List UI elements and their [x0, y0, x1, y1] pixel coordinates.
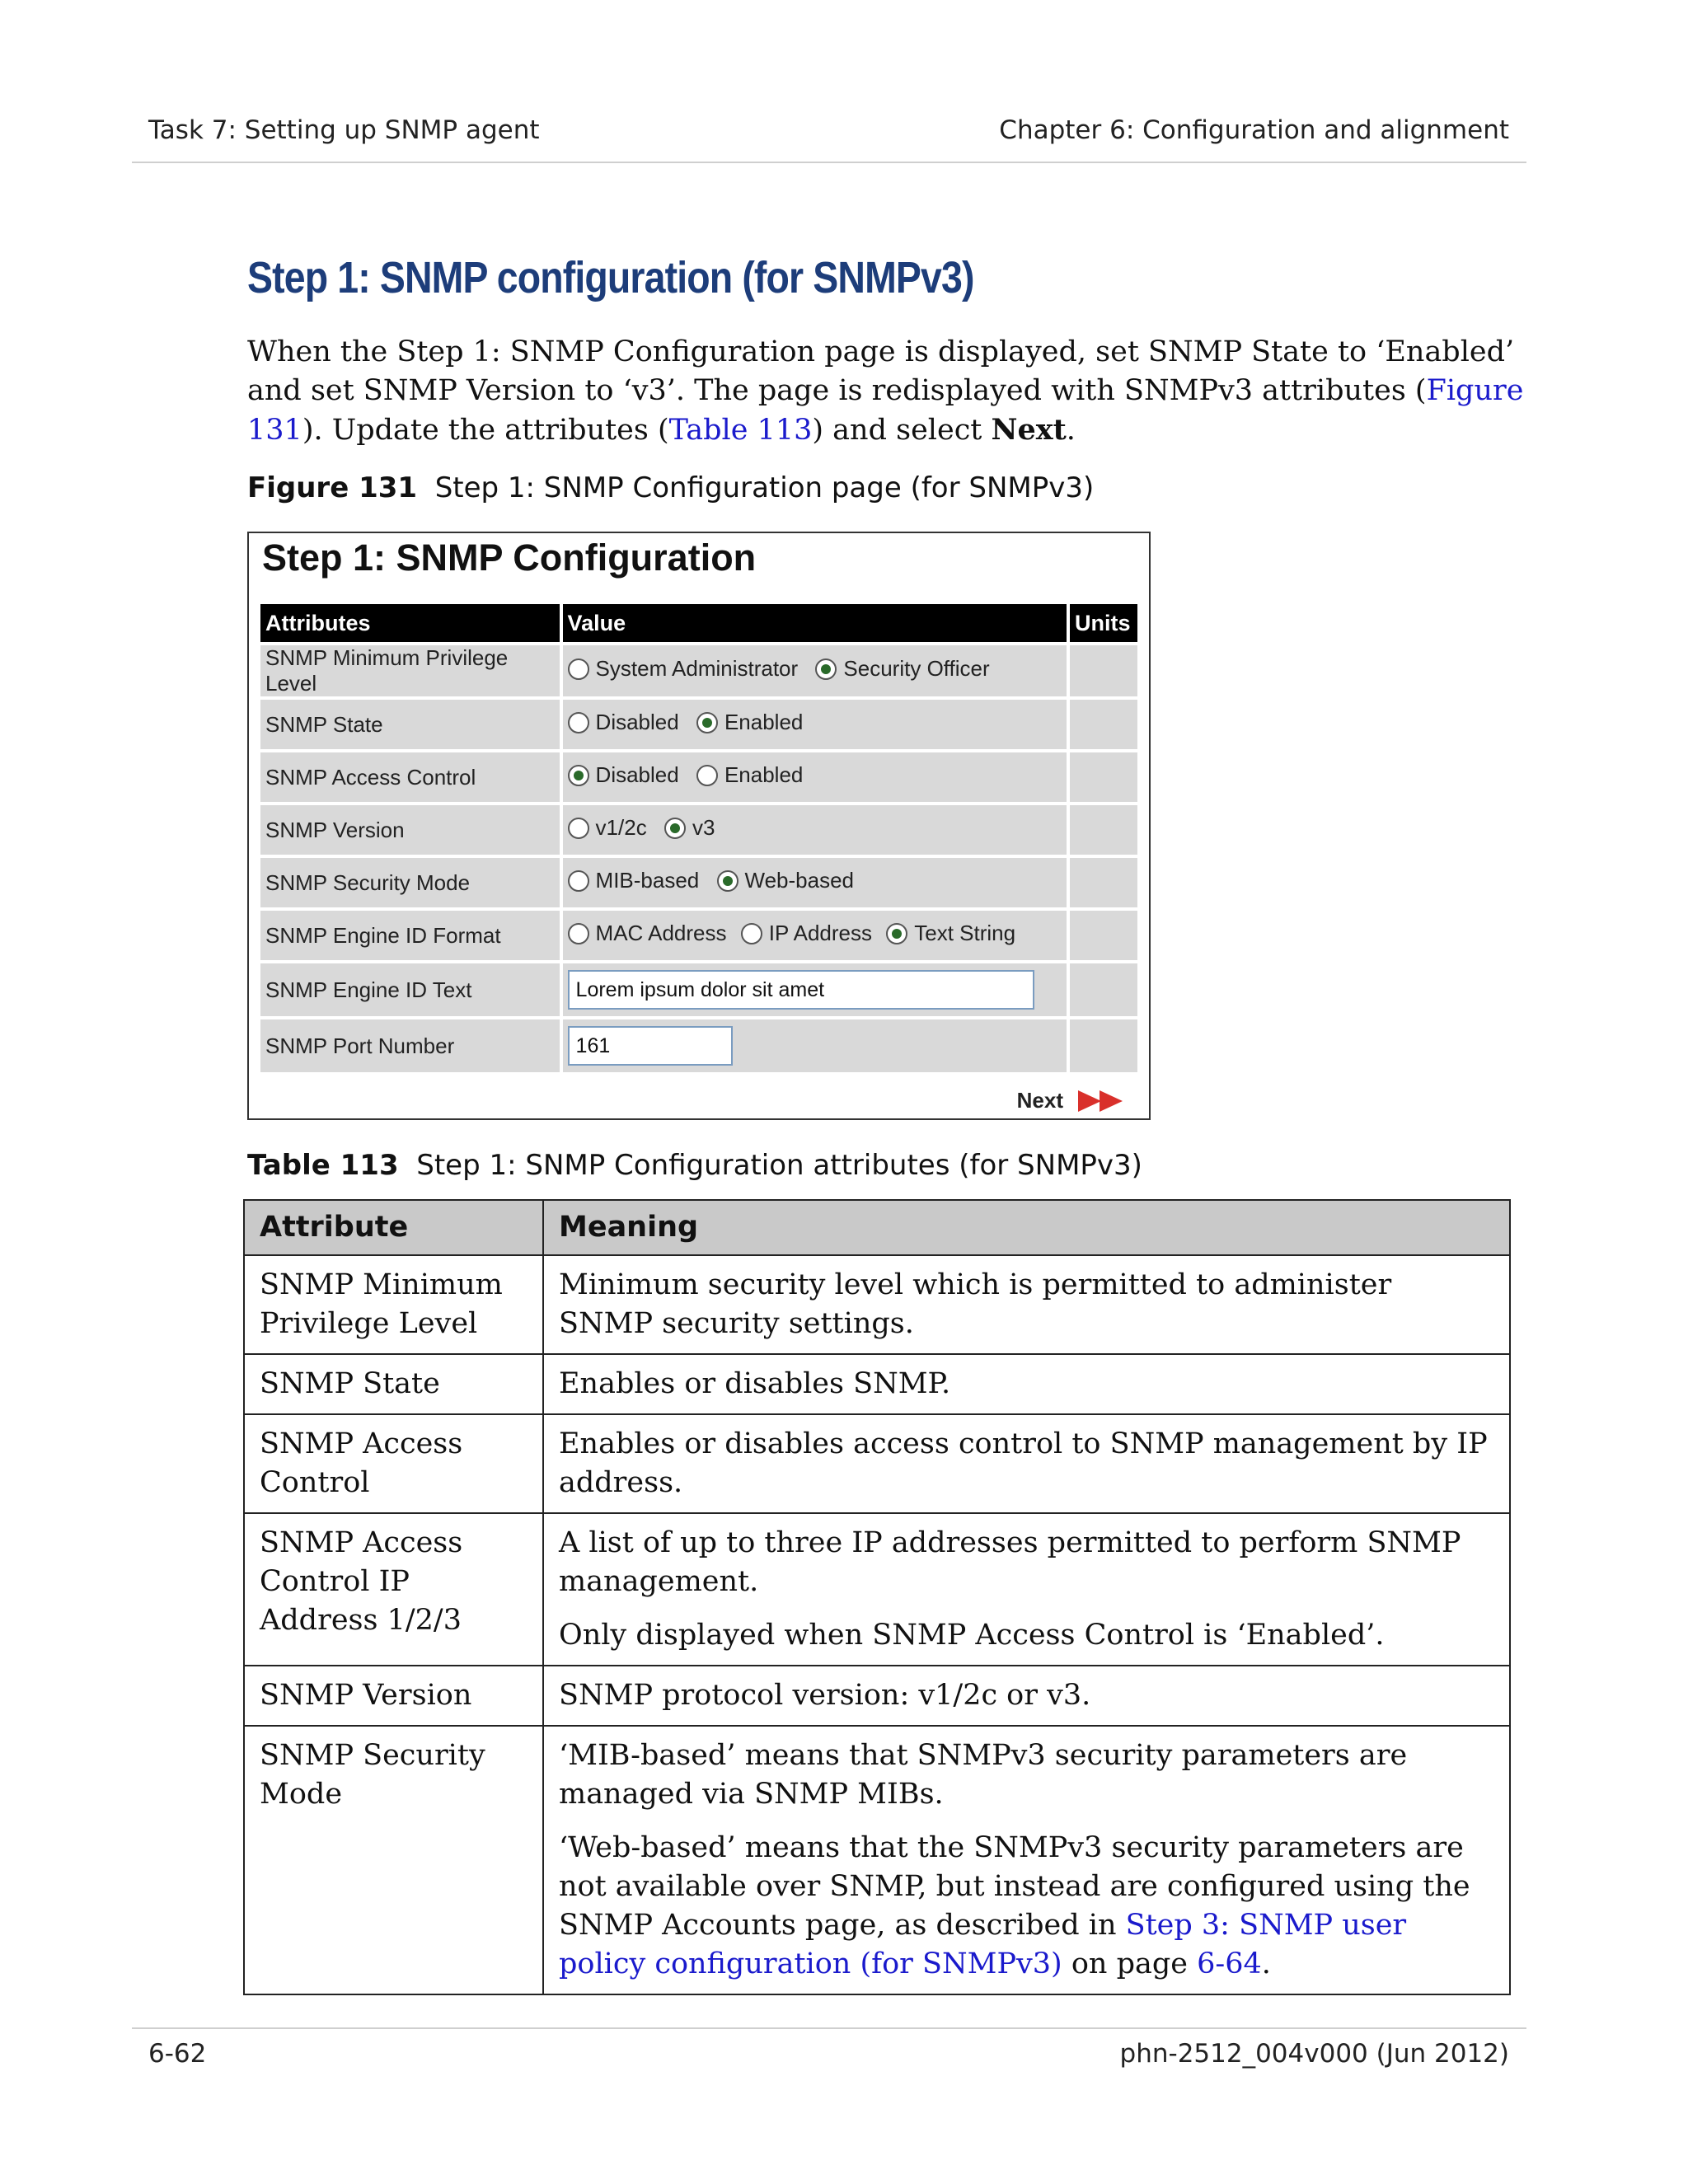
- radio-icon[interactable]: [568, 818, 589, 839]
- screenshot-form-table: [257, 601, 1141, 1076]
- units-cell: [1070, 858, 1137, 907]
- snmp-version-options: [563, 805, 1067, 855]
- option-label: v1/2c: [595, 815, 647, 841]
- table-row: [244, 1513, 1510, 1666]
- figure-caption-text: Step 1: SNMP Configuration page (for SNMPv3): [434, 471, 1095, 504]
- min-privilege-options: [563, 645, 1067, 696]
- attribute-cell: SNMP Version: [244, 1666, 543, 1726]
- radio-selected-icon[interactable]: [717, 870, 738, 892]
- engine-id-format-options: [563, 911, 1067, 960]
- units-cell: [1070, 911, 1137, 960]
- attribute-cell: SNMP Access Control IP Address 1/2/3: [244, 1513, 543, 1666]
- meaning-cell: [543, 1414, 1510, 1513]
- page-number: 6-62: [148, 2039, 207, 2069]
- header-attribute: Attribute: [244, 1200, 543, 1255]
- intro-text-3: ) and select: [812, 414, 992, 447]
- option-label: IP Address: [768, 921, 872, 946]
- intro-text-2: ). Update the attributes (: [302, 414, 669, 447]
- attribute-cell: SNMP Access Control: [244, 1414, 543, 1513]
- table-row: [244, 1666, 1510, 1726]
- radio-selected-icon[interactable]: [664, 818, 686, 839]
- footer-rule: [132, 2027, 1526, 2029]
- row-label-engine-id-format: SNMP Engine ID Format: [260, 911, 560, 960]
- meaning-cell: [543, 1666, 1510, 1726]
- running-header-right: Chapter 6: Configuration and alignment: [999, 115, 1509, 145]
- meaning-text: Minimum security level which is permitted to administer SNMP security settings.: [559, 1268, 1392, 1340]
- security-mode-options: [563, 858, 1067, 907]
- figure-caption: [247, 471, 1094, 504]
- engine-id-text-cell: [563, 963, 1067, 1016]
- radio-selected-icon[interactable]: [886, 923, 907, 944]
- port-number-cell: [563, 1019, 1067, 1072]
- row-label-snmp-state: SNMP State: [260, 700, 560, 749]
- screenshot-title: Step 1: SNMP Configuration: [262, 537, 757, 579]
- radio-icon[interactable]: [568, 712, 589, 733]
- page-6-64-link[interactable]: 6-64: [1197, 1947, 1262, 1980]
- radio-selected-icon[interactable]: [815, 658, 837, 680]
- port-number-input[interactable]: 161: [568, 1026, 733, 1066]
- attribute-cell: SNMP Security Mode: [244, 1726, 543, 1994]
- meaning-cell: [543, 1354, 1510, 1414]
- radio-selected-icon[interactable]: [568, 765, 589, 786]
- document-id: phn-2512_004v000 (Jun 2012): [1119, 2039, 1509, 2069]
- figure-caption-label: Figure 131: [247, 471, 418, 504]
- attributes-table: [243, 1199, 1511, 1995]
- radio-icon[interactable]: [568, 923, 589, 944]
- row-label-security-mode: SNMP Security Mode: [260, 858, 560, 907]
- option-label: MAC Address: [595, 921, 727, 946]
- units-cell: [1070, 752, 1137, 802]
- option-label: v3: [692, 815, 715, 841]
- option-label: Enabled: [724, 762, 804, 788]
- option-state-disabled[interactable]: [568, 710, 679, 735]
- engine-id-text-input[interactable]: Lorem ipsum dolor sit amet: [568, 970, 1034, 1010]
- col-value: Value: [563, 604, 1067, 642]
- table-caption-label: Table 113: [247, 1149, 399, 1182]
- option-access-disabled[interactable]: [568, 762, 679, 788]
- snmp-config-screenshot: [247, 532, 1151, 1120]
- units-cell: [1070, 645, 1137, 696]
- meaning-text: A list of up to three IP addresses permitted to perform SNMP management.: [559, 1526, 1461, 1598]
- option-text-string[interactable]: [886, 921, 1015, 946]
- header-meaning: Meaning: [543, 1200, 1510, 1255]
- meaning-cell: [543, 1726, 1510, 1994]
- meaning-text: [559, 1829, 1494, 1984]
- table-113-link[interactable]: Table 113: [668, 414, 813, 447]
- header-rule: [132, 162, 1526, 163]
- row-label-min-privilege: SNMP Minimum Privilege Level: [260, 645, 560, 696]
- option-label: Web-based: [744, 868, 855, 893]
- radio-icon[interactable]: [568, 870, 589, 892]
- running-header-left: Task 7: Setting up SNMP agent: [148, 115, 540, 145]
- figure-131-link[interactable]: Figure 131: [247, 374, 1524, 447]
- meaning-text-part: .: [1261, 1947, 1271, 1980]
- meaning-text: SNMP protocol version: v1/2c or v3.: [559, 1679, 1091, 1712]
- table-caption-text: Step 1: SNMP Configuration attributes (for SNMPv3): [416, 1149, 1142, 1182]
- option-label: MIB-based: [595, 868, 700, 893]
- step-3-link[interactable]: Step 3: SNMP user policy configuration (for SNMPv3): [559, 1909, 1407, 1980]
- row-label-snmp-version: SNMP Version: [260, 805, 560, 855]
- radio-icon[interactable]: [741, 923, 762, 944]
- meaning-cell: [543, 1513, 1510, 1666]
- intro-text-4: .: [1066, 414, 1076, 447]
- option-access-enabled[interactable]: [696, 762, 803, 788]
- col-units: Units: [1070, 604, 1137, 642]
- snmp-state-options: [563, 700, 1067, 749]
- row-label-access-control: SNMP Access Control: [260, 752, 560, 802]
- meaning-text-part: on page: [1062, 1947, 1198, 1980]
- intro-next-bold: Next: [991, 413, 1067, 447]
- radio-selected-icon[interactable]: [696, 712, 718, 733]
- option-web-based[interactable]: [717, 868, 855, 893]
- next-label: Next: [1016, 1088, 1063, 1113]
- meaning-text: Enables or disables SNMP.: [559, 1367, 951, 1400]
- option-ip-address[interactable]: [741, 921, 872, 946]
- option-v1-2c[interactable]: [568, 815, 647, 841]
- intro-paragraph: [247, 333, 1533, 450]
- meaning-cell: [543, 1255, 1510, 1354]
- attribute-cell: SNMP Minimum Privilege Level: [244, 1255, 543, 1354]
- option-label: Disabled: [595, 762, 679, 788]
- next-button[interactable]: [1017, 1088, 1126, 1113]
- units-cell: [1070, 700, 1137, 749]
- table-caption: [247, 1149, 1142, 1182]
- table-row: [244, 1726, 1510, 1994]
- radio-icon[interactable]: [568, 658, 589, 680]
- option-state-enabled[interactable]: [696, 710, 803, 735]
- meaning-text: ‘MIB-based’ means that SNMPv3 security parameters are managed via SNMP MIBs.: [559, 1739, 1408, 1811]
- table-row: [244, 1255, 1510, 1354]
- option-label: Security Officer: [843, 656, 990, 682]
- units-cell: [1070, 805, 1137, 855]
- table-row: [244, 1354, 1510, 1414]
- intro-text-1: When the Step 1: SNMP Configuration page is displayed, set SNMP State to ‘Enabled’ and set SNMP Version to ‘v3’. The page is redisplayed with SNMPv3 attributes (: [247, 335, 1515, 407]
- option-system-administrator[interactable]: [568, 656, 799, 682]
- access-control-options: [563, 752, 1067, 802]
- units-cell: [1070, 1019, 1137, 1072]
- meaning-text-part: ‘Web-based’ means that the SNMPv3 security parameters are not available over SNMP, but instead are configured using the SNMP Accounts page, as described in: [559, 1831, 1470, 1942]
- option-v3[interactable]: [664, 815, 715, 841]
- option-label: Enabled: [724, 710, 804, 735]
- units-cell: [1070, 963, 1137, 1016]
- option-label: Text String: [914, 921, 1016, 946]
- table-row: [244, 1414, 1510, 1513]
- meaning-text: Only displayed when SNMP Access Control is ‘Enabled’.: [559, 1619, 1385, 1652]
- section-heading: Step 1: SNMP configuration (for SNMPv3): [247, 253, 974, 302]
- option-label: Disabled: [595, 710, 679, 735]
- double-arrow-right-icon: [1078, 1090, 1126, 1112]
- row-label-port-number: SNMP Port Number: [260, 1019, 560, 1072]
- option-mib-based[interactable]: [568, 868, 700, 893]
- row-label-engine-id-text: SNMP Engine ID Text: [260, 963, 560, 1016]
- col-attributes: Attributes: [260, 604, 560, 642]
- attribute-cell: SNMP State: [244, 1354, 543, 1414]
- meaning-text: Enables or disables access control to SNMP management by IP address.: [559, 1427, 1488, 1499]
- option-security-officer[interactable]: [815, 656, 989, 682]
- option-label: System Administrator: [595, 656, 799, 682]
- radio-icon[interactable]: [696, 765, 718, 786]
- option-mac-address[interactable]: [568, 921, 727, 946]
